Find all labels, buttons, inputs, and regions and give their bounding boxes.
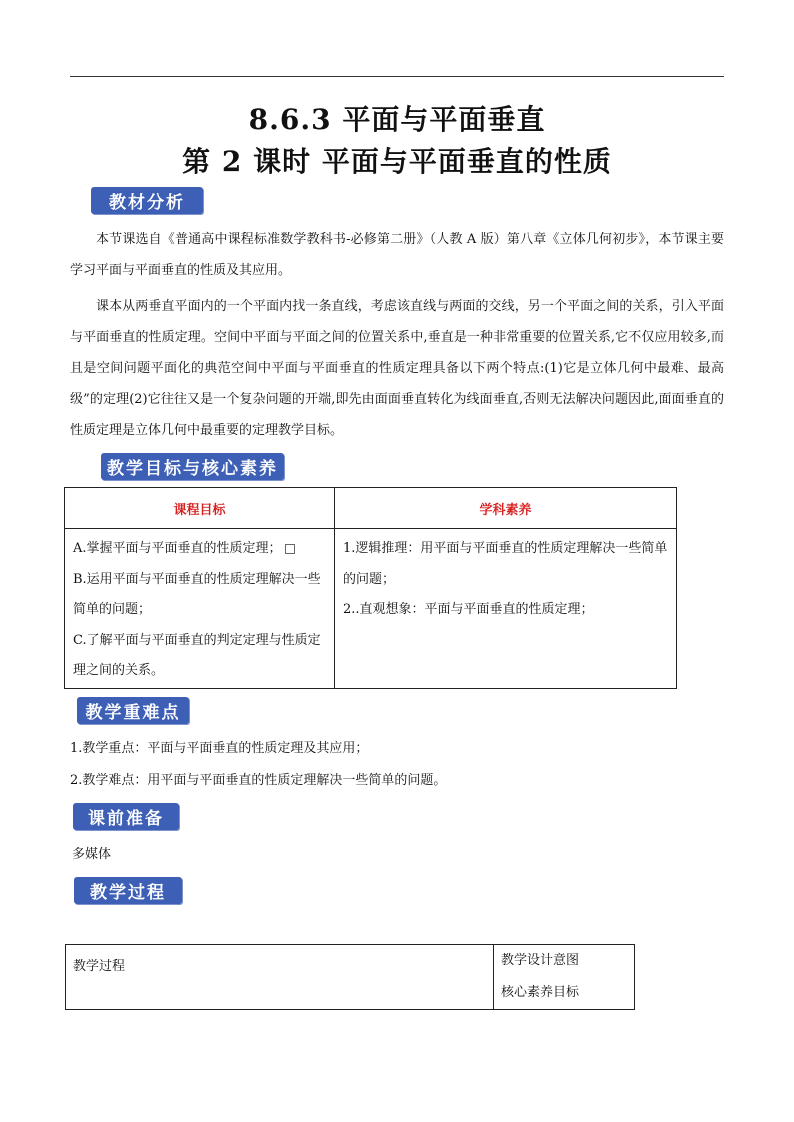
section-badge-preparation: 课前准备 <box>73 803 179 830</box>
literacy-item: 2..直观想象：平面与平面垂直的性质定理； <box>343 602 594 617</box>
process-table <box>65 944 635 1010</box>
process-cell-intent <box>494 945 635 1010</box>
section-badge-analysis: 教材分析 <box>91 187 203 214</box>
process-header: 教学过程 <box>73 959 126 974</box>
goals-header-literacy: 学科素养 <box>335 488 677 529</box>
key-point-text: 1.教学重点：平面与平面垂直的性质定理及其应用； <box>70 741 369 756</box>
goal-item: B.运用平面与平面垂直的性质定理解决一些简单的问题； <box>73 571 321 617</box>
goal-item: C.了解平面与平面垂直的判定定理与性质定理之间的关系。 <box>73 632 321 678</box>
page-title: 8.6.3 平面与平面垂直 <box>248 103 546 136</box>
analysis-paragraph-1: 本节课选自《普通高中课程标准数学教科书-必修第二册》（人教 A 版）第八章《立体几何初步》，本节课主要学习平面与平面垂直的性质及其应用。 <box>70 232 724 278</box>
goals-cell-literacy <box>335 529 677 689</box>
section-badge-process: 教学过程 <box>74 877 182 904</box>
page-subtitle: 第 2 课时 平面与平面垂直的性质 <box>182 145 612 178</box>
section-badge-goals: 教学目标与核心素养 <box>101 453 284 480</box>
goal-item: A.掌握平面与平面垂直的性质定理； <box>73 534 328 565</box>
literacy-item: 1.逻辑推理：用平面与平面垂直的性质定理解决一些简单的问题； <box>343 541 668 587</box>
analysis-section <box>70 224 724 446</box>
process-intent-label: 教学设计意图 <box>501 953 580 968</box>
hard-point-text: 2.教学难点：用平面与平面垂直的性质定理解决一些简单的问题。 <box>70 773 447 788</box>
goals-table <box>64 487 677 689</box>
analysis-paragraph-2: 课本从两垂直平面内的一个平面内找一条直线，考虑该直线与两面的交线，另一个平面之间的关系，引入平面与平面垂直的性质定理。空间中平面与平面之间的位置关系中,垂直是一种非常重要的位置关系,它不仅应用较多,而且是空间问题平面化的典范空间中平面与平面垂直的性质定理具备以下两个特点:(1)它是立体几何中最难、最高级”的定理(2)它往往又是一个复杂问题的开端,即先由面面垂直转化为线面垂直,否则无法解决问题因此,面面垂直的性质定理是立体几何中最重要的定理教学目标。 <box>70 299 724 438</box>
checkbox-icon <box>285 544 295 554</box>
section-badge-difficulty: 教学重难点 <box>77 697 189 724</box>
header-rule <box>70 76 724 77</box>
process-cell-main <box>66 945 494 1010</box>
process-literacy-label: 核心素养目标 <box>501 985 580 1000</box>
goals-header-course: 课程目标 <box>65 488 335 529</box>
preparation-text: 多媒体 <box>72 847 112 862</box>
goals-cell-course <box>65 529 335 689</box>
